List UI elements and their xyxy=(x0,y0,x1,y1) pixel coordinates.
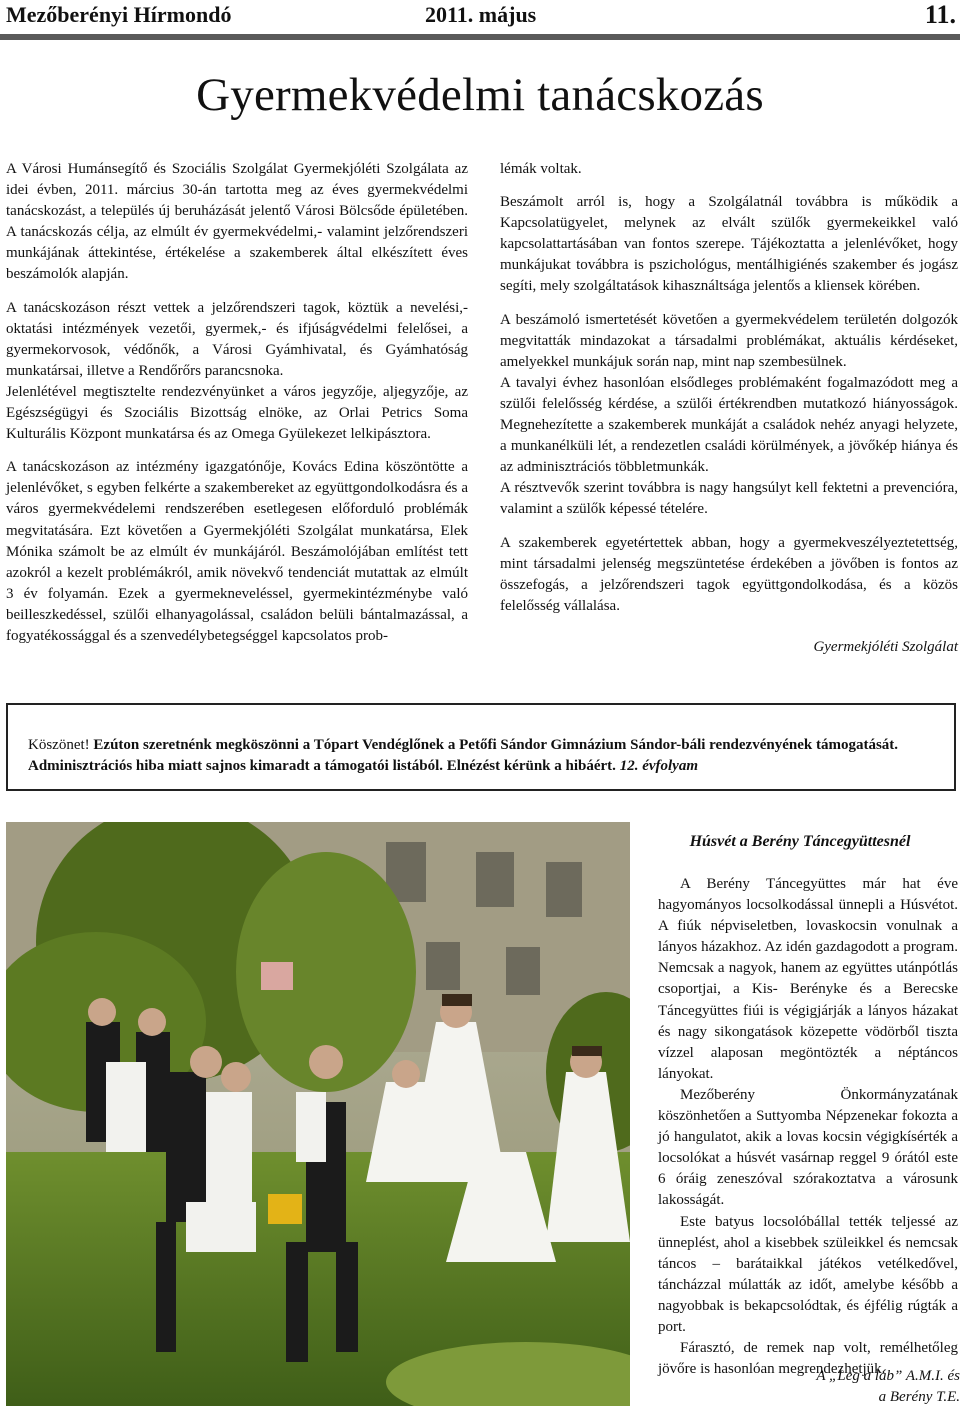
easter-signature-line2: a Berény T.E. xyxy=(878,1389,960,1405)
easter-title: Húsvét a Berény Táncegyüttesnél xyxy=(689,833,911,850)
easter-column xyxy=(658,874,958,1380)
article-paragraph: Jelenlétével megtisztelte rendezvényünket a város jegyzője, aljegyzője, az Egészségügyi és Szociális Bizottság elnöke, az Orlai Petrics Soma Kulturális Központ munkatársa és az Omega Gyülekezet lelkipásztora. xyxy=(6,383,468,443)
article-paragraph: A tanácskozáson az intézmény igazgatónője, Kovács Edina köszöntötte a jelenlévőket, s egyben felkérte a szakembereket az együttgondolkodásra és a város gyermekvédelemi rendszerében esetlegesen előforduló problémák megvitatására. Ezt követően a Gyermekjóléti Szolgálat munkatársa, Elek Mónika számolt be az elmúlt év munkájáról. Beszámolójában említést tett azokról a kezelt problémákról, amik növekvő tendenciát mutattak az elmúlt 3 év folyamán. Ezek a gyermekneveléssel, gyermekintézménybe való beilleszkedéssel, szülői elhanyagolással, családon belüli bántalmazással, a fogyatékossággal és a szenvedélybetegséggel kapcsolatos prob- xyxy=(6,459,468,644)
easter-signature xyxy=(760,1366,960,1408)
easter-paragraph: A Berény Táncegyüttes már hat éve hagyományos locsolkodással ünnepli a Húsvétot. A fiúk népviseletben, lovaskocsin vonulnak a lányos házakhoz. Az idén gazdagodott a program. Nemcsak a nagyok, hanem az együttes utánpótlás csoportjai, a Kis- Berényke és a Berecske Táncegyüttes fiúi is végigjárják a lányos házakat és nagy sikongatások közepette vödörből tiszta vízzel alaposan megöntözték a néptáncos lányokat. xyxy=(658,876,958,1082)
article-paragraph: A tavalyi évhez hasonlóan elsődleges problémaként fogalmazódott meg a szülői felelősség kérdése, a szülői értékrendben mutatkozó hiányosságok. Megnehezítette a szakemberek munkáját a családok nehéz anyagi helyzete, a munkanélküli lét, a rendezetlen családi körülmények, a jövőkép hiánya és az adminisztrációs többletmunkák. xyxy=(500,374,958,476)
article-right-column xyxy=(500,159,958,658)
article-paragraph: A szakemberek egyetértettek abban, hogy a gyermekveszélyeztetettség, mint társadalmi jelenség megszüntetése érdekében a jövőben is fontos az összefogás, a jelzőrendszeri tagok együttgondolkodása, és a közös felelősség vállalása. xyxy=(500,534,958,614)
thanks-signature: 12. évfolyam xyxy=(619,758,698,774)
thanks-text xyxy=(28,735,940,777)
article-title: Gyermekvédelmi tanácskozás xyxy=(196,69,764,121)
article-paragraph: Beszámolt arról is, hogy a Szolgálatnál továbbra is működik a Kapcsolatügyelet, melynek az elvált szülők gyermekeikkel való kapcsolattartásában van fontos szerepe. Tájékoztatta a jelenlévőket, hogy munkájukat továbbra is pszichológus, mentálhigiénés szakember és jogász segíti, mely szolgáltatások kihasználtsága jelentős a kliensek körében. xyxy=(500,194,958,295)
issue-date: 2011. május xyxy=(425,2,537,27)
photo-illustration xyxy=(6,822,630,1406)
article-paragraph: A tanácskozáson részt vettek a jelzőrendszeri tagok, köztük a nevelési,- oktatási intézmények vezetői, gyermek,- és ifjúságvédelmi felelősei, a gyermekorvosok, védőnők, a Városi Gyámhivatal, és Gyámhatóság munkatársai, illetve a Rendőrőrs parancsnoka. xyxy=(6,299,468,379)
article-signature: Gyermekjóléti Szolgálat xyxy=(813,638,958,655)
page-number: 11. xyxy=(924,0,956,29)
easter-paragraph: Mezőberény Önkormányzatának köszönhetően a Suttyomba Népzenekar fokozta a jó hangulatot, akik a lovas kocsin végigkísérték a locsolókat a húsvét vasárnap reggel 9 órától este 6 óráig zeneszóval szórakoztatva a városunk lakosságát. xyxy=(658,1086,958,1209)
thanks-notice xyxy=(6,703,956,791)
easter-signature-line1: A „Leg a láb” A.M.I. és xyxy=(816,1368,960,1384)
article-left-column xyxy=(6,159,468,647)
header-rule xyxy=(0,34,960,40)
article-paragraph: lémák voltak. xyxy=(500,161,582,177)
article-paragraph: A beszámoló ismertetését követően a gyermekvédelem területén dolgozók megvitatták mindazokat a társadalmi problémákat, aktuális kérdéseket, amelyekkel munkájuk során nap, mint nap szembesülnek. xyxy=(500,311,958,370)
thanks-lead: Köszönet! xyxy=(28,737,90,753)
easter-paragraph: Este batyus locsolóbállal tették teljessé az ünneplést, ahol a kisebbek szüleikkel és nemcsak táncos – barátaikkal játékos vetélkedővel, táncházzal múlatták az időt, amelybe később a nagyobbak is bekapcsolódtak, és éjfélig rúgták a port. xyxy=(658,1213,958,1335)
thanks-body: Ezúton szeretnénk megköszönni a Tópart Vendéglőnek a Petőfi Sándor Gimnázium Sándor-báli rendezvényének támogatását. Adminisztrációs hiba miatt sajnos kimaradt a támogatói listából. Elnézést kérünk a hibáért. xyxy=(28,737,899,774)
easter-paragraph: Fárasztó, de remek nap volt, remélhetőleg jövőre is hasonlóan megrendezhetjük. xyxy=(658,1340,958,1378)
easter-dance-photo xyxy=(6,822,630,1406)
article-paragraph: A résztvevők szerint továbbra is nagy hangsúlyt kell fektetni a prevencióra, valamint a szülők képessé tételére. xyxy=(500,480,958,518)
publication-name: Mezőberényi Hírmondó xyxy=(6,2,232,27)
page-header xyxy=(0,0,960,38)
article-paragraph: A Városi Humánsegítő és Szociális Szolgálat Gyermekjóléti Szolgálata az idei évben, 2011. március 30-án tartotta meg az éves gyermekvédelmi tanácskozást, a település új beruházását jelentő Városi Bölcsőde épületében. A tanácskozás célja, az elmúlt év gyermekvédelmi,- valamint jelzőrendszeri munkájának áttekintése, értékelése a szakemberek által elkészített éves beszámolók alapján. xyxy=(6,161,468,283)
